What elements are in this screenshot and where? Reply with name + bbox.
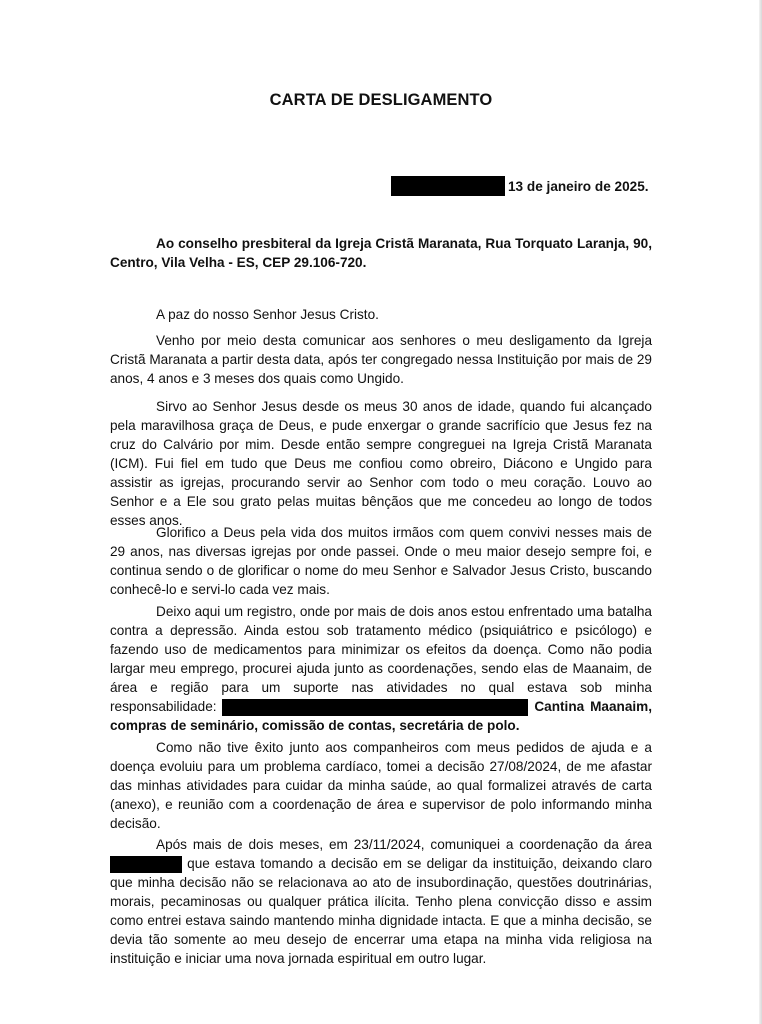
paragraph-4-bold: Cantina Maanaim, compras de seminário, comissão de contas, secretária de polo. — [110, 699, 653, 733]
redacted-block — [391, 176, 505, 196]
paragraph-6-rest: que estava tomando a decisão em se deligar da instituição, deixando claro que minha decisão não se relacionava ao ato de insubordinação, questões doutrinárias, morais, pecaminosas ou qualquer prática ilícita. Tenho plena convicção disso e assim como entrei estava saindo mantendo minha dignidade intacta. E que a minha decisão, se devia tão somente ao meu desejo de encerrar uma etapa na minha vida religiosa na instituição e iniciar uma nova jornada espiritual em outro lugar. — [110, 856, 652, 966]
recipient-address: Ao conselho presbiteral da Igreja Cristã Maranata, Rua Torquato Laranja, 90, Centro, Vila Velha - ES, CEP 29.106-720. — [110, 236, 652, 270]
paragraph-2: Sirvo ao Senhor Jesus desde os meus 30 anos de idade, quando fui alcançado pela maravilhosa graça de Deus, e pude enxergar o grande sacrifício que Jesus fez na cruz do Calvário por mim. Desde então sempre congreguei na Igreja Cristã Maranata (ICM). Fui fiel em tudo que Deus me confiou como obreiro, Diácono e Ungido para assistir as igrejas, procurando servir ao Senhor com todo o meu coração. Louvo ao Senhor e a Ele sou grato pelas muitas bênçãos que me concedeu ao longo de todos esses anos. — [110, 399, 652, 528]
paragraph-1: Venho por meio desta comunicar aos senhores o meu desligamento da Igreja Cristã Maranata a partir desta data, após ter congregado nessa Instituição por mais de 29 anos, 4 anos e 3 meses dos quais como Ungido. — [110, 333, 652, 386]
page-title: CARTA DE DESLIGAMENTO — [269, 91, 493, 109]
greeting: A paz do nosso Senhor Jesus Cristo. — [156, 307, 379, 322]
paragraph-6 — [110, 835, 652, 968]
paragraph-5: Como não tive êxito junto aos companheiros com meus pedidos de ajuda e a doença evoluiu para um problema cardíaco, tomei a decisão 27/08/2024, de me afastar das minhas atividades para cuidar da minha saúde, ao qual formalizei através de carta (anexo), e reunião com a coordenação de área e supervisor de polo informando minha decisão. — [110, 740, 652, 831]
redacted-block — [110, 856, 182, 873]
letter-date: 13 de janeiro de 2025. — [508, 178, 649, 194]
paragraph-4 — [110, 602, 652, 735]
paragraph-4-text: Deixo aqui um registro, onde por mais de dois anos estou enfrentado uma batalha contra a depressão. Ainda estou sob tratamento médico (psiquiátrico e psicólogo) e fazendo uso de medicamentos para minimizar os efeitos da doença. Como não podia largar meu emprego, procurei ajuda junto as coordenações, sendo elas de Maanaim, de área e região para um suporte nas atividades no qual estava sob minha responsabilidade: — [110, 604, 652, 714]
date-line — [391, 176, 649, 196]
paragraph-3: Glorifico a Deus pela vida dos muitos irmãos com quem convivi nesses mais de 29 anos, nas diversas igrejas por onde passei. Onde o meu maior desejo sempre foi, e continua sendo o de glorificar o nome do meu Senhor e Salvador Jesus Cristo, buscando conhecê-lo e servi-lo cada vez mais. — [110, 525, 652, 597]
paragraph-6-start: Após mais de dois meses, em 23/11/2024, comuniquei a coordenação da área — [156, 837, 652, 852]
redacted-block — [222, 699, 528, 716]
